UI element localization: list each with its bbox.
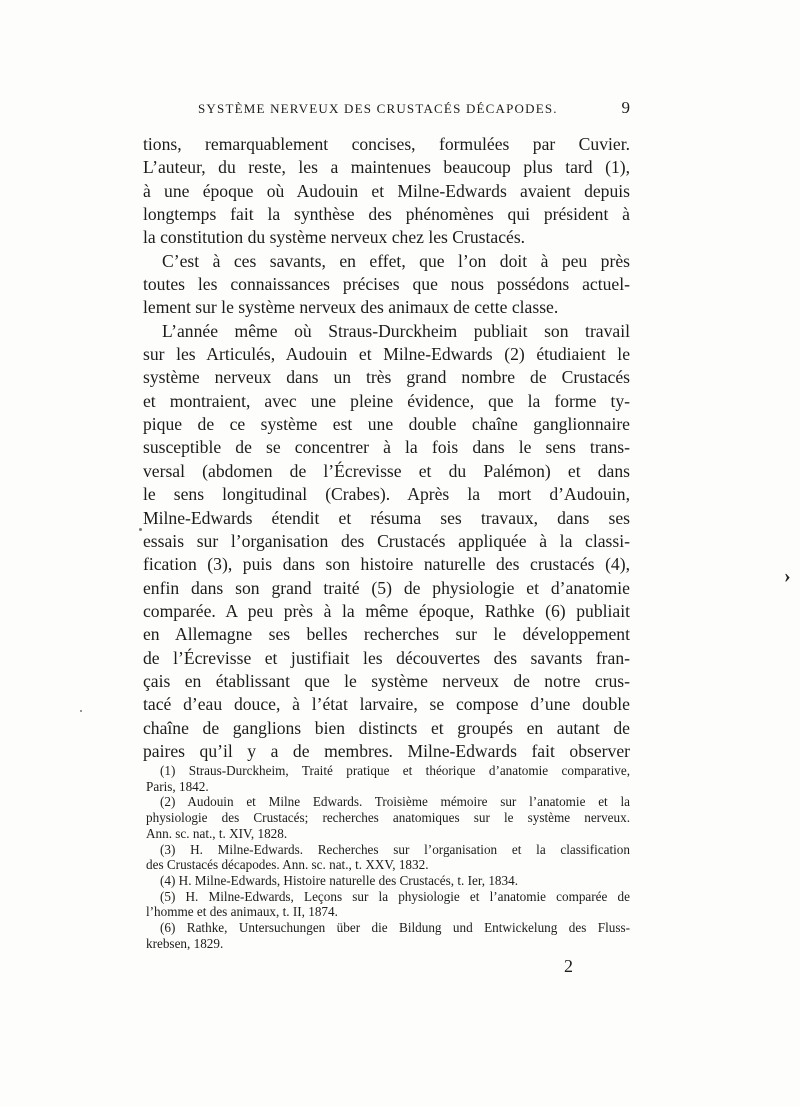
footnote-line: (5) H. Milne-Edwards, Leçons sur la physiologie et l’anatomie comparée de: [160, 888, 630, 904]
body-line: susceptible de se concentrer à la fois dans le sens trans-: [143, 437, 630, 458]
body-line: L’auteur, du reste, les a maintenues beaucoup plus tard (1),: [143, 157, 630, 178]
footnote-line: des Crustacés décapodes. Ann. sc. nat., t. XXV, 1832.: [146, 857, 429, 873]
body-line: essais sur l’organisation des Crustacés appliquée à la classi-: [143, 530, 630, 551]
footnote-line: (4) H. Milne-Edwards, Histoire naturelle des Crustacés, t. Ier, 1834.: [160, 872, 519, 888]
ink-speck: [139, 528, 142, 531]
footnote-line: (2) Audouin et Milne Edwards. Troisième mémoire sur l’anatomie et la: [160, 794, 630, 810]
body-line: lement sur le système nerveux des animaux de cette classe.: [143, 297, 559, 318]
footnote-line: physiologie des Crustacés; recherches anatomiques sur le système nerveux.: [146, 810, 630, 826]
body-line: çais en établissant que le système nerveux de notre crus-: [143, 670, 630, 691]
footnote-line: krebsen, 1829.: [146, 935, 224, 951]
body-line: chaîne de ganglions bien distincts et groupés en autant de: [143, 717, 630, 738]
footnote-line: (6) Rathke, Untersuchungen über die Bildung und Entwickelung des Fluss-: [160, 920, 630, 936]
ink-speck: [80, 710, 82, 712]
page-number: 9: [621, 98, 630, 117]
body-line: longtemps fait la synthèse des phénomènes qui président à: [143, 204, 630, 225]
body-line: C’est à ces savants, en effet, que l’on doit à peu près: [162, 250, 630, 271]
body-line: sur les Articulés, Audouin et Milne-Edwards (2) étudiaient le: [143, 344, 630, 365]
footnote-line: Ann. sc. nat., t. XIV, 1828.: [146, 825, 288, 841]
body-line: paires qu’il y a de membres. Milne-Edwards fait observer: [143, 740, 630, 761]
signature-mark: 2: [564, 956, 573, 976]
body-line: la constitution du système nerveux chez les Crustacés.: [143, 227, 526, 248]
body-line: versal (abdomen de l’Écrevisse et du Palémon) et dans: [143, 460, 630, 481]
footnote-line: l’homme et des animaux, t. II, 1874.: [146, 904, 338, 920]
footnotes: [146, 763, 630, 951]
body-line: Milne-Edwards étendit et résuma ses travaux, dans ses: [143, 507, 630, 528]
body-line: en Allemagne ses belles recherches sur le développement: [143, 624, 630, 645]
body-line: le sens longitudinal (Crabes). Après la mort d’Audouin,: [143, 484, 630, 505]
body-line: L’année même où Straus-Durckheim publiait son travail: [162, 320, 630, 341]
body-line: comparée. A peu près à la même époque, Rathke (6) publiait: [143, 600, 630, 621]
footnote-line: Paris, 1842.: [146, 778, 209, 794]
body-line: toutes les connaissances précises que nous possédons actuel-: [143, 274, 630, 295]
body-line: à une époque où Audouin et Milne-Edwards avaient depuis: [143, 180, 630, 201]
body-line: et montraient, avec une pleine évidence, que la forme ty-: [143, 390, 630, 411]
body-line: système nerveux dans un très grand nombre de Crustacés: [143, 367, 630, 388]
margin-bracket-mark: ›: [784, 565, 791, 587]
body-text: [143, 133, 630, 763]
running-title: SYSTÈME NERVEUX DES CRUSTACÉS DÉCAPODES.: [198, 101, 558, 116]
body-line: fication (3), puis dans son histoire naturelle des crustacés (4),: [143, 554, 630, 575]
body-line: de l’Écrevisse et justifiait les découvertes des savants fran-: [143, 647, 630, 668]
body-line: tacé d’eau douce, à l’état larvaire, se compose d’une double: [143, 694, 630, 715]
footnote-line: (3) H. Milne-Edwards. Recherches sur l’organisation et la classification: [160, 841, 630, 857]
footnote-line: (1) Straus-Durckheim, Traité pratique et théorique d’anatomie comparative,: [160, 763, 630, 778]
body-line: tions, remarquablement concises, formulées par Cuvier.: [143, 134, 630, 154]
body-line: pique de ce système est une double chaîne ganglionnaire: [143, 414, 630, 435]
body-line: enfin dans son grand traité (5) de physiologie et d’anatomie: [143, 577, 630, 598]
